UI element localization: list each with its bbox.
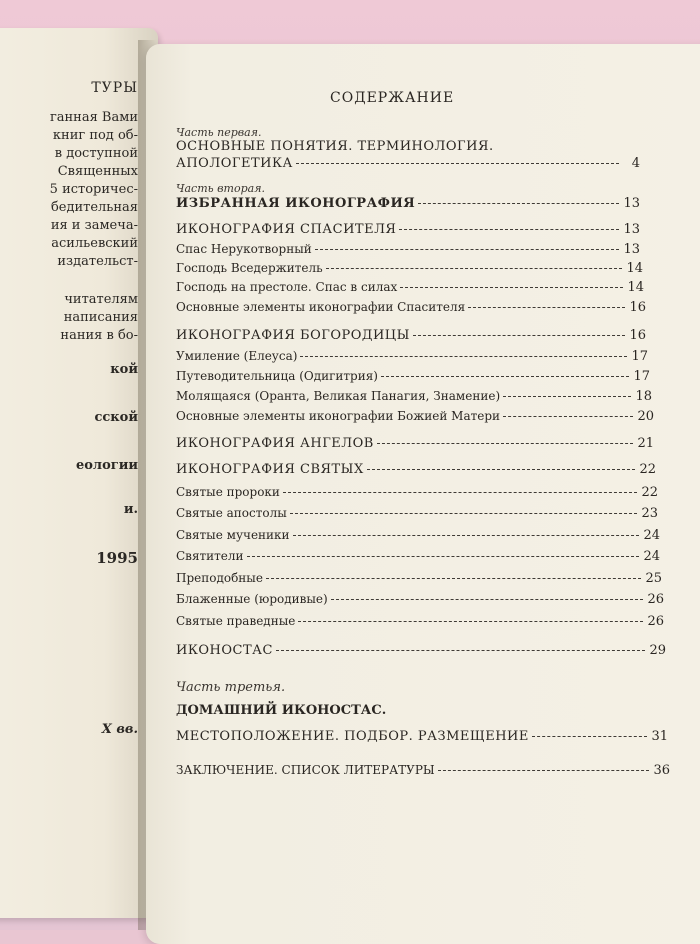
part-heading: ДОМАШНИЙ ИКОНОСТАС. bbox=[176, 703, 387, 718]
toc-entry-text: Господь на престоле. Спас в силах bbox=[176, 280, 398, 294]
toc-row bbox=[176, 349, 648, 364]
toc-page-number: 17 bbox=[631, 349, 648, 364]
toc-page-number: 25 bbox=[645, 571, 662, 586]
toc-row bbox=[176, 592, 664, 607]
left-page-fragment: Священных bbox=[57, 164, 138, 179]
toc-page-number: 31 bbox=[651, 729, 668, 744]
leader-dots bbox=[326, 268, 622, 269]
left-page-fragment: читателям bbox=[64, 292, 138, 307]
toc-entry-text: ИКОНОГРАФИЯ СПАСИТЕЛЯ bbox=[176, 222, 397, 237]
toc-row bbox=[176, 485, 658, 500]
toc-entry-text: АПОЛОГЕТИКА bbox=[176, 156, 293, 171]
part-heading: ОСНОВНЫЕ ПОНЯТИЯ. ТЕРМИНОЛОГИЯ. bbox=[176, 139, 494, 154]
toc-entry-text: Блаженные (юродивые) bbox=[176, 592, 328, 606]
toc-entry-text: Святые мученики bbox=[176, 528, 290, 542]
leader-dots bbox=[276, 650, 645, 651]
toc-entry-text: ИКОНОГРАФИЯ АНГЕЛОВ bbox=[176, 436, 374, 451]
part-label: Часть третья. bbox=[176, 680, 286, 695]
toc-row bbox=[176, 763, 670, 778]
leader-dots bbox=[438, 770, 649, 771]
left-page-fragment: 1995 bbox=[96, 549, 138, 567]
toc-entry-text: Спас Нерукотворный bbox=[176, 242, 312, 256]
left-page-fragment: 5 историчес- bbox=[49, 182, 138, 197]
toc-page-number: 17 bbox=[633, 369, 650, 384]
part-label: Часть вторая. bbox=[176, 182, 265, 195]
toc-row bbox=[176, 196, 640, 211]
leader-dots bbox=[400, 287, 623, 288]
toc-row bbox=[176, 462, 656, 477]
leader-dots bbox=[367, 469, 635, 470]
leader-dots bbox=[298, 621, 643, 622]
toc-entry-text: Путеводительница (Одигитрия) bbox=[176, 369, 378, 383]
toc-page-number: 13 bbox=[623, 222, 640, 237]
left-page-fragment: бедительная bbox=[50, 200, 138, 215]
leader-dots bbox=[293, 535, 639, 536]
left-page-fragment: ганная Вами bbox=[49, 110, 138, 125]
toc-row bbox=[176, 528, 660, 543]
toc-row bbox=[176, 729, 668, 744]
left-page-fragment: нания в бо- bbox=[60, 328, 138, 343]
leader-dots bbox=[290, 513, 637, 514]
toc-page-number: 14 bbox=[627, 280, 644, 295]
toc-page-number: 26 bbox=[647, 614, 664, 629]
left-page-fragment: асильевский bbox=[51, 236, 138, 251]
toc-entry-text: ИЗБРАННАЯ ИКОНОГРАФИЯ bbox=[176, 196, 416, 211]
toc-row bbox=[176, 571, 662, 586]
toc-row bbox=[176, 389, 652, 404]
toc-row bbox=[176, 280, 644, 295]
leader-dots bbox=[413, 335, 625, 336]
toc-row bbox=[176, 409, 654, 424]
leader-dots bbox=[283, 492, 637, 493]
toc-page-number: 18 bbox=[635, 389, 652, 404]
toc-row bbox=[176, 300, 646, 315]
leader-dots bbox=[418, 203, 619, 204]
leader-dots bbox=[532, 736, 647, 737]
toc-row bbox=[176, 242, 640, 257]
toc-entry-text: Господь Вседержитель bbox=[176, 261, 323, 275]
toc-page-number: 16 bbox=[629, 328, 646, 343]
toc-entry-text: Святые пророки bbox=[176, 485, 280, 499]
toc-row bbox=[176, 614, 664, 629]
toc-page-number: 24 bbox=[643, 528, 660, 543]
leader-dots bbox=[266, 578, 641, 579]
leader-dots bbox=[247, 556, 639, 557]
leader-dots bbox=[381, 376, 629, 377]
toc-page-number: 21 bbox=[637, 436, 654, 451]
toc-row bbox=[176, 436, 654, 451]
leader-dots bbox=[331, 599, 643, 600]
toc-title: СОДЕРЖАНИЕ bbox=[330, 90, 455, 106]
left-page-fragment: еологии bbox=[75, 458, 138, 473]
toc-page-number: 16 bbox=[629, 300, 646, 315]
left-page-fragment: в доступной bbox=[54, 146, 138, 161]
toc-entry-text: Святители bbox=[176, 549, 244, 563]
toc-page-number: 22 bbox=[639, 462, 656, 477]
toc-entry-text: Умиление (Елеуса) bbox=[176, 349, 298, 363]
toc-entry-text: Основные элементы иконографии Спасителя bbox=[176, 300, 466, 314]
leader-dots bbox=[399, 229, 619, 230]
part-label: Часть первая. bbox=[176, 126, 262, 139]
left-page-fragment: ия и замеча- bbox=[50, 218, 138, 233]
toc-row bbox=[176, 643, 666, 658]
toc-page-number: 36 bbox=[653, 763, 670, 778]
toc-row bbox=[176, 369, 650, 384]
leader-dots bbox=[296, 163, 619, 164]
toc-row bbox=[176, 222, 640, 237]
toc-row bbox=[176, 328, 646, 343]
toc-row bbox=[176, 506, 658, 521]
toc-page-number: 13 bbox=[623, 196, 640, 211]
toc-entry-text: ЗАКЛЮЧЕНИЕ. СПИСОК ЛИТЕРАТУРЫ bbox=[176, 763, 435, 777]
toc-page-number: 20 bbox=[637, 409, 654, 424]
toc-entry-text: Преподобные bbox=[176, 571, 263, 585]
toc-page-number: 24 bbox=[643, 549, 660, 564]
leader-dots bbox=[377, 443, 633, 444]
toc-entry-text: Святые апостолы bbox=[176, 506, 287, 520]
toc-entry-text: МЕСТОПОЛОЖЕНИЕ. ПОДБОР. РАЗМЕЩЕНИЕ bbox=[176, 729, 529, 744]
left-page-fragment: написания bbox=[63, 310, 138, 325]
leader-dots bbox=[503, 396, 631, 397]
left-book-page bbox=[0, 28, 158, 918]
toc-entry-text: Молящаяся (Оранта, Великая Панагия, Знамение) bbox=[176, 389, 501, 403]
toc-entry-text: ИКОНОГРАФИЯ СВЯТЫХ bbox=[176, 462, 364, 477]
left-page-fragment: издательст- bbox=[57, 254, 138, 269]
toc-page-number: 4 bbox=[631, 156, 640, 171]
left-page-fragment: X вв. bbox=[101, 722, 138, 737]
leader-dots bbox=[468, 307, 625, 308]
leader-dots bbox=[503, 416, 633, 417]
left-page-fragment: и. bbox=[123, 502, 138, 517]
toc-page-number: 26 bbox=[647, 592, 664, 607]
left-page-fragment: кой bbox=[110, 362, 138, 377]
toc-row bbox=[176, 549, 660, 564]
left-page-fragment: книг под об- bbox=[52, 128, 138, 143]
toc-row bbox=[176, 156, 640, 171]
leader-dots bbox=[315, 249, 619, 250]
toc-page-number: 23 bbox=[641, 506, 658, 521]
left-page-fragment: ТУРЫ bbox=[91, 80, 138, 96]
left-page-fragment: сской bbox=[94, 410, 138, 425]
toc-page-number: 22 bbox=[641, 485, 658, 500]
toc-entry-text: Основные элементы иконографии Божией Матери bbox=[176, 409, 501, 423]
toc-entry-text: ИКОНОСТАС bbox=[176, 643, 273, 658]
toc-page-number: 13 bbox=[623, 242, 640, 257]
toc-row bbox=[176, 261, 643, 276]
toc-page-number: 29 bbox=[649, 643, 666, 658]
toc-entry-text: ИКОНОГРАФИЯ БОГОРОДИЦЫ bbox=[176, 328, 410, 343]
toc-page-number: 14 bbox=[626, 261, 643, 276]
toc-entry-text: Святые праведные bbox=[176, 614, 296, 628]
leader-dots bbox=[300, 356, 627, 357]
